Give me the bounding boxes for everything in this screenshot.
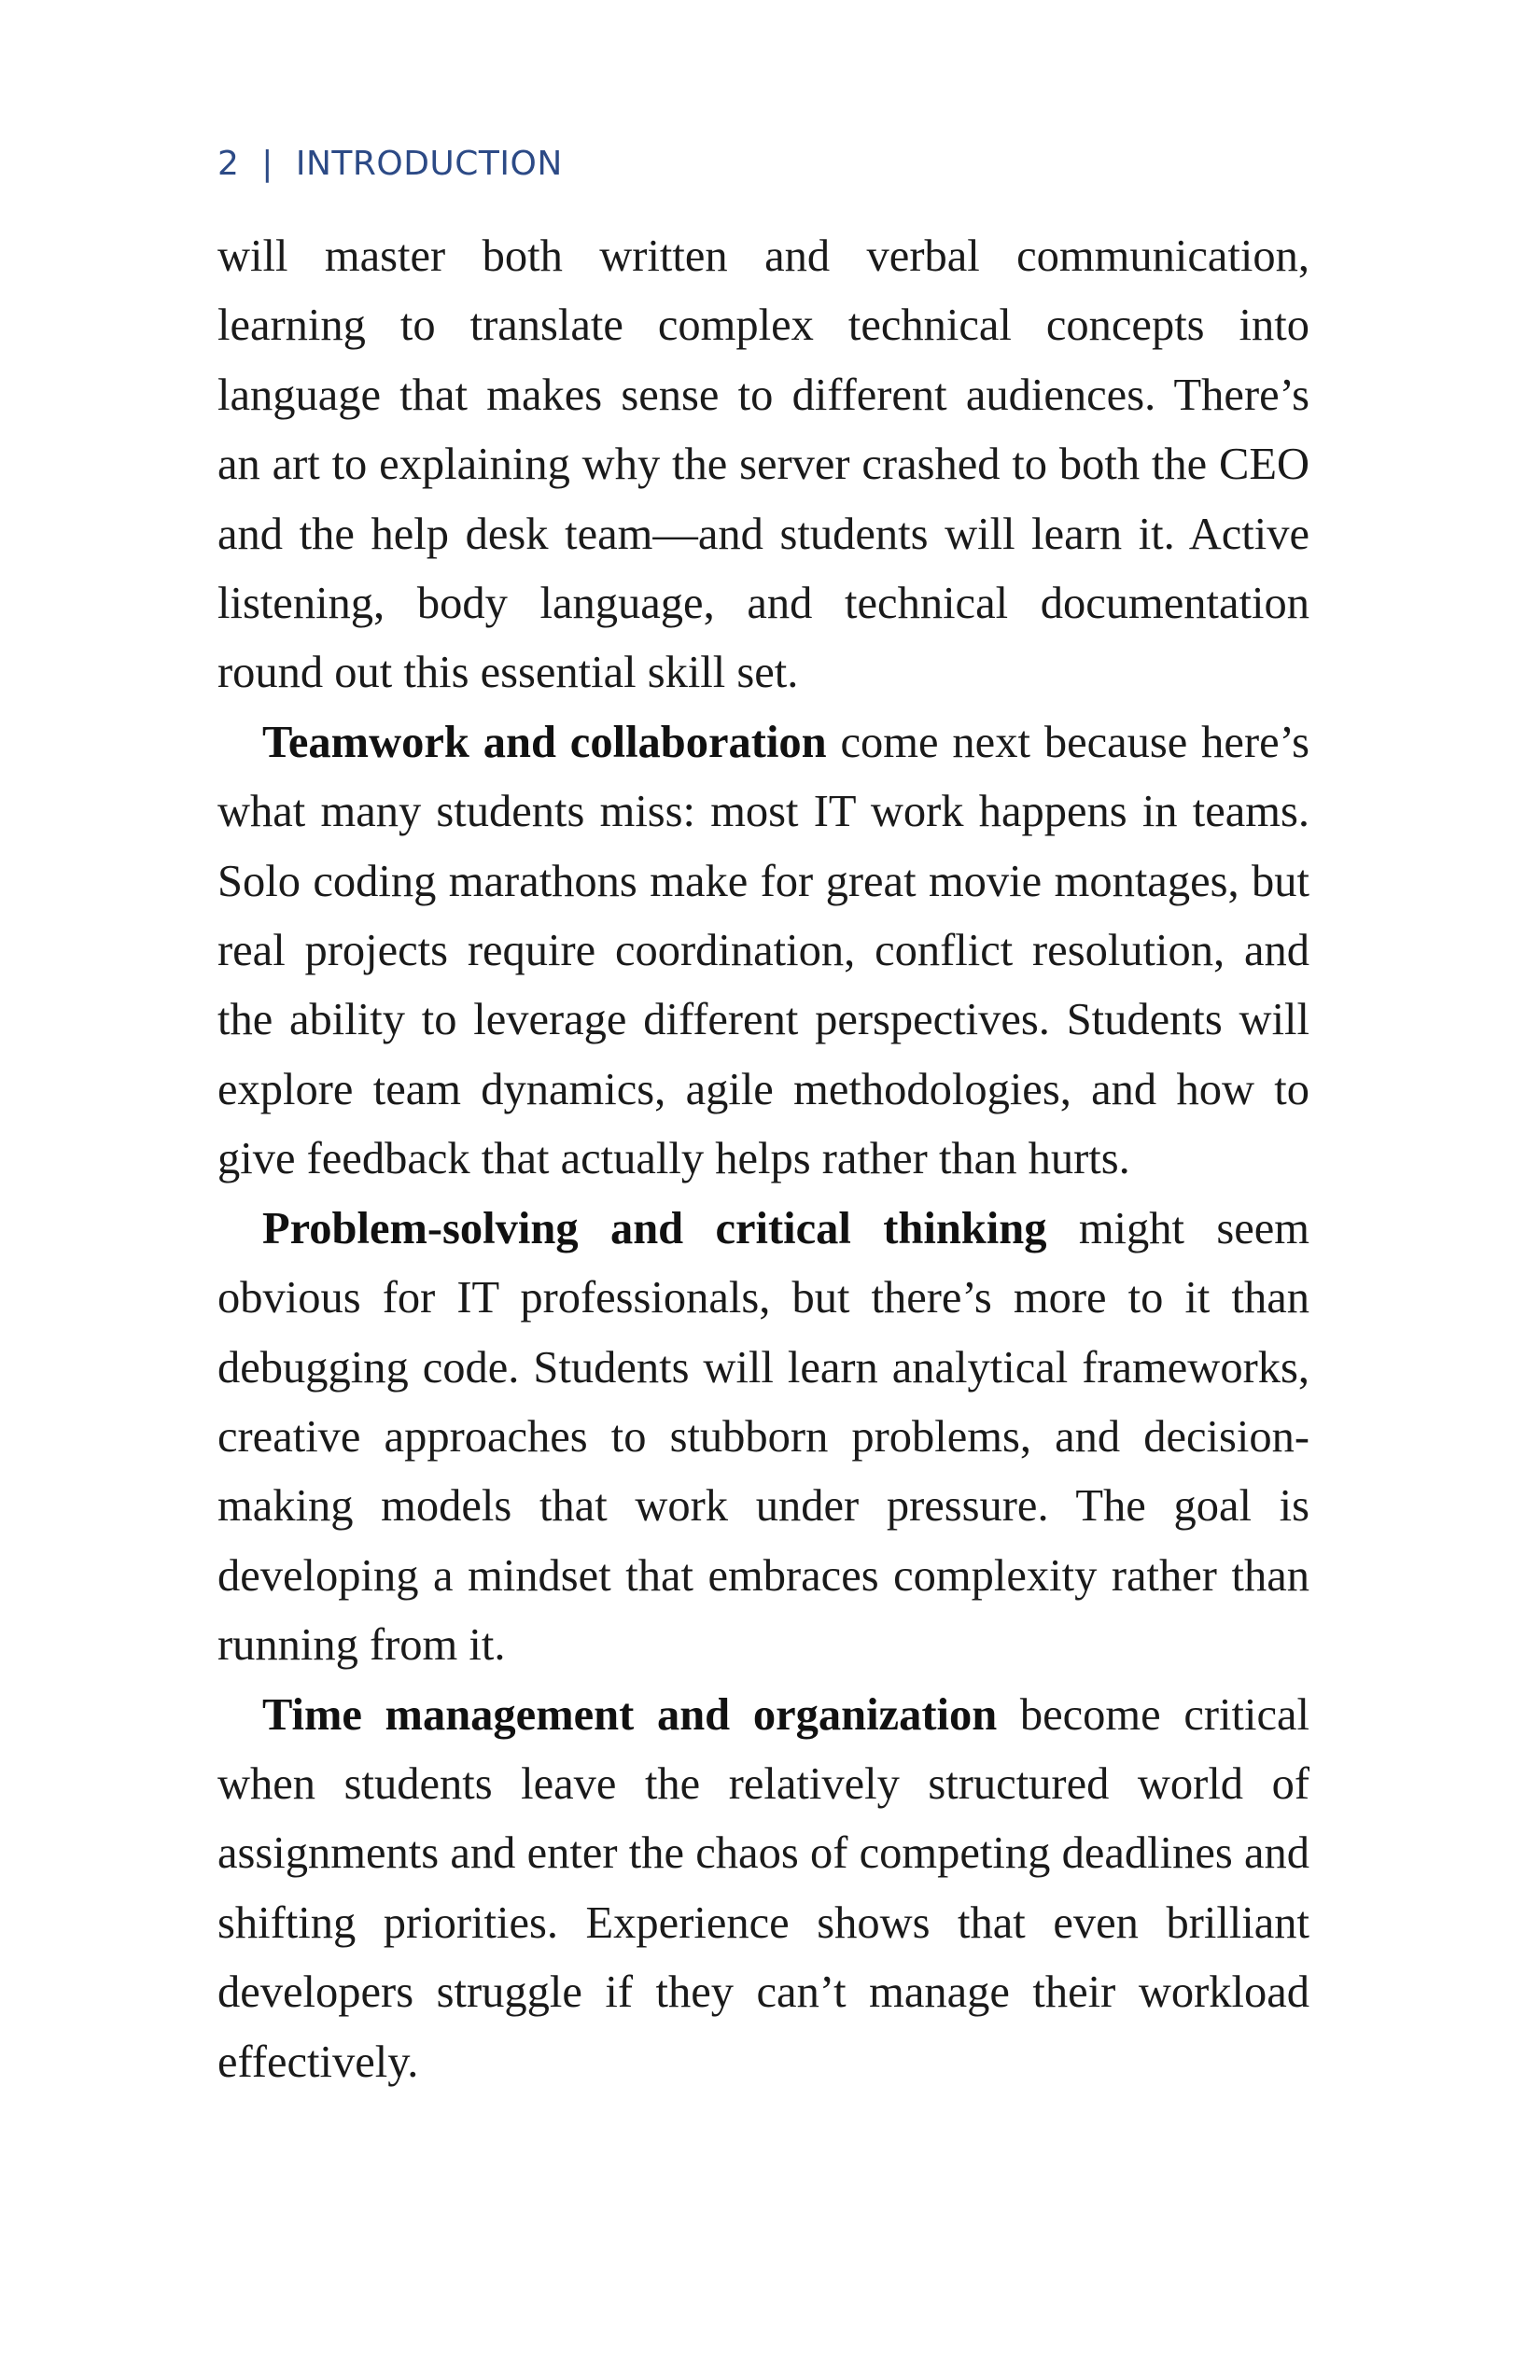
section-title: INTRODUCTION [295, 145, 563, 183]
paragraph-text: become critical when students leave the relatively structured world of assignments and enter the chaos of competing deadlines and shifting priorities. Experience shows that even brilliant developers struggle if they can’t manage their workload effectively. [217, 1689, 1309, 2087]
running-head [217, 142, 563, 187]
paragraph-lead: Problem-solving and critical thinking [262, 1203, 1047, 1253]
paragraph-problem-solving [217, 1195, 1309, 1681]
paragraph-text: might seem obvious for IT professionals, but there’s more to it than debugging code. Students will learn analytical frameworks, creative approaches to stubborn problems, and decision-making models that work under pressure. The goal is developing a mindset that embraces complexity rather than running from it. [217, 1203, 1309, 1671]
running-head-separator: | [261, 145, 273, 183]
paragraph-teamwork [217, 708, 1309, 1195]
paragraph-lead: Time management and organization [262, 1689, 998, 1740]
body-text [217, 222, 1309, 2097]
paragraph-lead: Teamwork and collaboration [262, 717, 827, 767]
paragraph-time-management [217, 1681, 1309, 2097]
paragraph-text: come next because here’s what many students miss: most IT work happens in teams. Solo coding marathons make for great movie montages, but real projects require coordination, conflict resolution, and the ability to leverage different perspectives. Students will explore team dynamics, agile methodologies, and how to give feedback that actually helps rather than hurts. [217, 717, 1309, 1184]
page-number: 2 [217, 145, 240, 183]
paragraph-communication [217, 222, 1309, 708]
paragraph-text: will master both written and verbal communication, learning to translate complex technical concepts into language that makes sense to different audiences. There’s an art to explaining why the server crashed to both the CEO and the help desk team—and students will learn it. Active listening, body language, and technical documentation round out this essential skill set. [217, 231, 1309, 698]
